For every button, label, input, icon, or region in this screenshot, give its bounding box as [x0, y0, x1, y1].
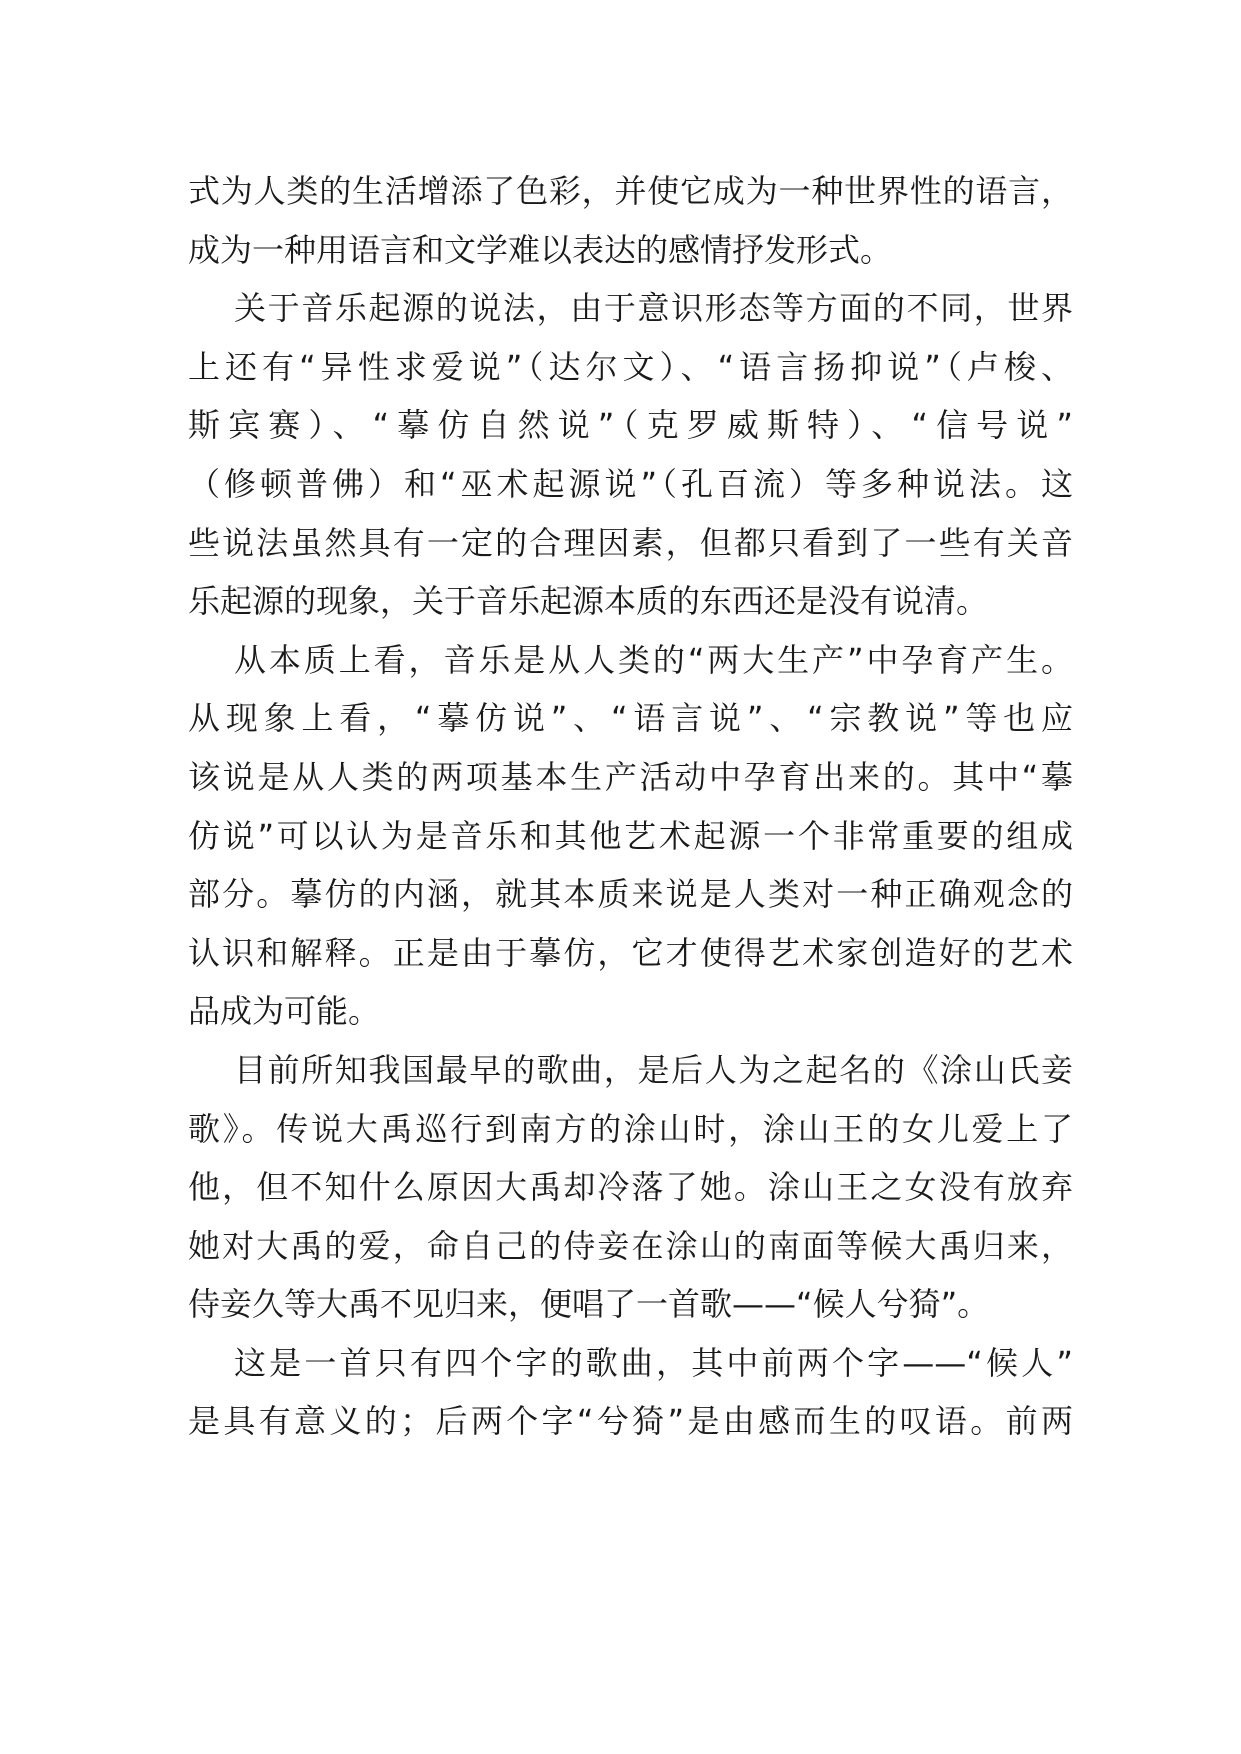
text-line: 关于音乐起源的说法，由于意识形态等方面的不同，世界 — [234, 289, 1073, 328]
text-line: 歌》。传说大禹巡行到南方的涂山时，涂山王的女儿爱上了 — [188, 1109, 1073, 1148]
text-line: 他，但不知什么原因大禹却冷落了她。涂山王之女没有放弃 — [188, 1168, 1073, 1207]
text-line: （修顿普佛）和“巫术起源说”（孔百流）等多种说法。这 — [188, 464, 1073, 503]
text-line: 认识和解释。正是由于摹仿，它才使得艺术家创造好的艺术 — [188, 933, 1073, 972]
text-line: 些说法虽然具有一定的合理因素，但都只看到了一些有关音 — [188, 523, 1073, 562]
text-line: 从本质上看，音乐是从人类的“两大生产”中孕育产生。 — [234, 640, 1073, 679]
text-line: 成为一种用语言和文学难以表达的感情抒发形式。 — [188, 230, 893, 269]
text-line: 品成为可能。 — [188, 992, 381, 1031]
text-line: 部分。摹仿的内涵，就其本质来说是人类对一种正确观念的 — [188, 875, 1073, 914]
text-line: 仿说”可以认为是音乐和其他艺术起源一个非常重要的组成 — [188, 816, 1073, 855]
text-line: 目前所知我国最早的歌曲，是后人为之起名的《涂山氏妾 — [234, 1050, 1073, 1089]
text-line: 这是一首只有四个字的歌曲，其中前两个字——“候人” — [234, 1343, 1073, 1382]
text-line: 她对大禹的爱，命自己的侍妾在涂山的南面等候大禹归来， — [188, 1226, 1073, 1265]
body-text — [188, 162, 1073, 1451]
text-line: 是具有意义的；后两个字“兮猗”是由感而生的叹语。前两 — [188, 1402, 1073, 1441]
text-line: 该说是从人类的两项基本生产活动中孕育出来的。其中“摹 — [188, 757, 1073, 796]
text-line: 上还有“异性求爱说”（达尔文）、“语言扬抑说”（卢梭、 — [188, 347, 1073, 386]
text-line: 乐起源的现象，关于音乐起源本质的东西还是没有说清。 — [188, 582, 989, 621]
text-line: 从现象上看，“摹仿说”、“语言说”、“宗教说”等也应 — [188, 699, 1073, 738]
text-line: 斯宾赛）、“摹仿自然说”（克罗威斯特）、“信号说” — [188, 406, 1073, 445]
text-line: 式为人类的生活增添了色彩，并使它成为一种世界性的语言， — [188, 172, 1073, 210]
text-line: 侍妾久等大禹不见归来，便唱了一首歌——“候人兮猗”。 — [188, 1285, 990, 1324]
